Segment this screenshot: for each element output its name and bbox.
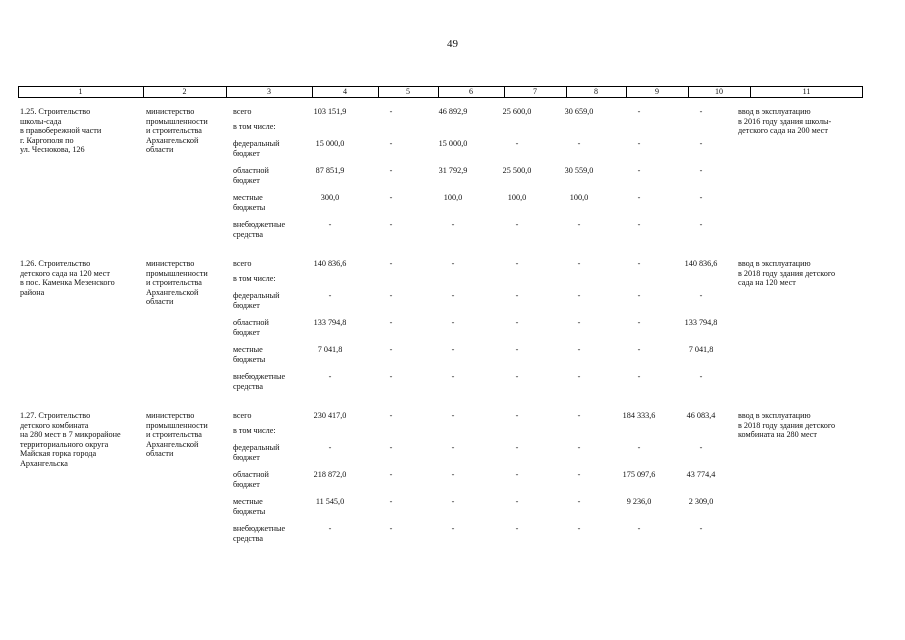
- note-line: ввод в эксплуатацию: [738, 411, 811, 420]
- dash-cell: -: [328, 443, 332, 452]
- dash-cell: -: [451, 345, 455, 354]
- dash-cell: -: [515, 524, 519, 533]
- dash-cell: -: [515, 220, 519, 229]
- project-title-line: в пос. Каменка Мезенского: [20, 278, 115, 288]
- agency-line: промышленности: [146, 268, 208, 278]
- note-line: ввод в эксплуатацию: [738, 107, 811, 116]
- row-label: всего: [233, 411, 252, 420]
- value-cell: 46 892,9: [438, 107, 468, 116]
- agency-line: и строительства: [146, 430, 202, 440]
- dash-cell: -: [389, 411, 393, 420]
- project-title-line: детского сада на 120 мест: [20, 268, 110, 278]
- note-line: в 2018 году здания детского: [738, 268, 836, 278]
- value-cell: 7 041,8: [317, 345, 343, 354]
- dash-cell: -: [637, 524, 641, 533]
- note-line: сада на 120 мест: [738, 278, 796, 288]
- row-label: бюджет: [233, 479, 260, 489]
- row-label: бюджет: [233, 327, 260, 337]
- header-col-2: 2: [182, 87, 187, 96]
- agency-line: Архангельской: [146, 135, 199, 145]
- note-line: ввод в эксплуатацию: [738, 259, 811, 268]
- agency-line: и строительства: [146, 278, 202, 288]
- dash-cell: -: [389, 318, 393, 327]
- note-line: в 2016 году здания школы-: [738, 116, 832, 126]
- dash-cell: -: [451, 411, 455, 420]
- dash-cell: -: [637, 318, 641, 327]
- dash-cell: -: [515, 372, 519, 381]
- header-col-5: 5: [406, 87, 410, 96]
- dash-cell: -: [577, 470, 581, 479]
- dash-cell: -: [451, 291, 455, 300]
- row-label: бюджет: [233, 148, 260, 158]
- value-cell: 25 600,0: [502, 107, 532, 116]
- value-cell: 100,0: [443, 193, 463, 202]
- dash-cell: -: [577, 524, 581, 533]
- dash-cell: -: [328, 524, 332, 533]
- header-divider: [143, 87, 144, 97]
- row-label: федеральный: [233, 443, 280, 452]
- dash-cell: -: [699, 372, 703, 381]
- dash-cell: -: [451, 259, 455, 268]
- dash-cell: -: [328, 291, 332, 300]
- header-divider: [378, 87, 379, 97]
- header-col-3: 3: [267, 87, 271, 96]
- value-cell: 140 836,6: [313, 259, 347, 268]
- dash-cell: -: [451, 470, 455, 479]
- page-number: 49: [447, 38, 458, 50]
- value-cell: 100,0: [507, 193, 527, 202]
- agency-line: области: [146, 449, 174, 459]
- value-cell: 2 309,0: [688, 497, 714, 506]
- project-title-line: г. Каргополя по: [20, 135, 74, 145]
- header-col-9: 9: [655, 87, 659, 96]
- dash-cell: -: [328, 372, 332, 381]
- header-divider: [626, 87, 627, 97]
- project-title-line: 1.27. Строительство: [20, 411, 91, 420]
- project-title-line: 1.25. Строительство: [20, 107, 91, 116]
- value-cell: 230 417,0: [313, 411, 347, 420]
- agency-line: Архангельской: [146, 439, 199, 449]
- value-cell: 7 041,8: [688, 345, 714, 354]
- row-label: средства: [233, 229, 264, 239]
- dash-cell: -: [389, 259, 393, 268]
- dash-cell: -: [515, 411, 519, 420]
- dash-cell: -: [637, 443, 641, 452]
- project-title-line: Майская горка города: [20, 449, 97, 459]
- dash-cell: -: [389, 470, 393, 479]
- project-title-line: ул. Чеснокова, 126: [20, 145, 85, 155]
- dash-cell: -: [637, 193, 641, 202]
- value-cell: 133 794,8: [313, 318, 347, 327]
- value-cell: 25 500,0: [502, 166, 532, 175]
- row-label: бюджеты: [233, 354, 266, 364]
- table-header: [18, 86, 863, 98]
- header-divider: [312, 87, 313, 97]
- dash-cell: -: [515, 345, 519, 354]
- note-line: детского сада на 200 мест: [738, 126, 828, 136]
- value-cell: 218 872,0: [313, 470, 347, 479]
- row-label: областной: [233, 166, 269, 175]
- project-title-line: школы-сада: [20, 116, 62, 126]
- row-label: бюджет: [233, 300, 260, 310]
- dash-cell: -: [577, 372, 581, 381]
- value-cell: 15 000,0: [438, 139, 468, 148]
- dash-cell: -: [699, 166, 703, 175]
- dash-cell: -: [451, 497, 455, 506]
- project-title-line: в правобережной части: [20, 126, 102, 136]
- dash-cell: -: [515, 139, 519, 148]
- dash-cell: -: [451, 318, 455, 327]
- dash-cell: -: [577, 318, 581, 327]
- dash-cell: -: [699, 107, 703, 116]
- dash-cell: -: [637, 345, 641, 354]
- header-divider: [566, 87, 567, 97]
- value-cell: 31 792,9: [438, 166, 468, 175]
- value-cell: 30 559,0: [564, 166, 594, 175]
- note-line: в 2018 году здания детского: [738, 420, 836, 430]
- note-line: комбината на 280 мест: [738, 430, 818, 440]
- dash-cell: -: [637, 291, 641, 300]
- agency-line: министерство: [146, 259, 195, 268]
- dash-cell: -: [577, 220, 581, 229]
- dash-cell: -: [577, 411, 581, 420]
- dash-cell: -: [699, 291, 703, 300]
- agency-line: министерство: [146, 107, 195, 116]
- project-title-line: Архангельска: [20, 459, 68, 468]
- row-label: всего: [233, 259, 252, 268]
- dash-cell: -: [699, 443, 703, 452]
- dash-cell: -: [328, 220, 332, 229]
- dash-cell: -: [699, 524, 703, 533]
- row-label: внебюджетные: [233, 372, 286, 381]
- header-divider: [438, 87, 439, 97]
- header-col-7: 7: [533, 87, 537, 96]
- row-label: средства: [233, 381, 264, 391]
- agency-line: области: [146, 297, 174, 307]
- row-label: всего: [233, 107, 252, 116]
- row-label: средства: [233, 533, 264, 543]
- dash-cell: -: [389, 497, 393, 506]
- header-divider: [688, 87, 689, 97]
- row-label: бюджеты: [233, 202, 266, 212]
- dash-cell: -: [389, 220, 393, 229]
- value-cell: 184 333,6: [622, 411, 656, 420]
- value-cell: 11 545,0: [315, 497, 345, 506]
- dash-cell: -: [637, 220, 641, 229]
- dash-cell: -: [515, 291, 519, 300]
- dash-cell: -: [577, 291, 581, 300]
- dash-cell: -: [699, 220, 703, 229]
- row-label: областной: [233, 470, 269, 479]
- agency-line: промышленности: [146, 116, 208, 126]
- subtotal-label: в том числе:: [233, 122, 276, 131]
- dash-cell: -: [515, 259, 519, 268]
- dash-cell: -: [389, 139, 393, 148]
- agency-line: области: [146, 145, 174, 155]
- project-title-line: 1.26. Строительство: [20, 259, 91, 268]
- row-label: местные: [233, 345, 263, 354]
- value-cell: 300,0: [320, 193, 340, 202]
- value-cell: 100,0: [569, 193, 589, 202]
- dash-cell: -: [577, 345, 581, 354]
- header-divider: [504, 87, 505, 97]
- row-label: федеральный: [233, 291, 280, 300]
- dash-cell: -: [451, 372, 455, 381]
- dash-cell: -: [699, 193, 703, 202]
- row-label: местные: [233, 497, 263, 506]
- row-label: бюджет: [233, 452, 260, 462]
- dash-cell: -: [451, 524, 455, 533]
- dash-cell: -: [637, 166, 641, 175]
- value-cell: 30 659,0: [564, 107, 594, 116]
- row-label: федеральный: [233, 139, 280, 148]
- row-label: областной: [233, 318, 269, 327]
- header-col-1: 1: [78, 87, 83, 96]
- dash-cell: -: [637, 372, 641, 381]
- project-title-line: детского комбината: [20, 420, 89, 430]
- header-divider: [226, 87, 227, 97]
- project-title-line: территориального округа: [20, 439, 109, 449]
- dash-cell: -: [515, 318, 519, 327]
- dash-cell: -: [577, 259, 581, 268]
- header-divider: [750, 87, 751, 97]
- value-cell: 140 836,6: [684, 259, 718, 268]
- dash-cell: -: [637, 259, 641, 268]
- row-label: местные: [233, 193, 263, 202]
- header-col-10: 10: [715, 87, 723, 96]
- value-cell: 9 236,0: [626, 497, 652, 506]
- row-label: бюджет: [233, 175, 260, 185]
- dash-cell: -: [577, 497, 581, 506]
- dash-cell: -: [515, 497, 519, 506]
- header-col-6: 6: [469, 87, 473, 96]
- dash-cell: -: [577, 443, 581, 452]
- row-label: внебюджетные: [233, 220, 286, 229]
- agency-line: промышленности: [146, 420, 208, 430]
- subtotal-label: в том числе:: [233, 274, 276, 283]
- dash-cell: -: [451, 220, 455, 229]
- dash-cell: -: [515, 443, 519, 452]
- row-label: бюджеты: [233, 506, 266, 516]
- dash-cell: -: [389, 443, 393, 452]
- header-col-8: 8: [594, 87, 598, 96]
- dash-cell: -: [389, 524, 393, 533]
- dash-cell: -: [389, 107, 393, 116]
- header-col-4: 4: [343, 87, 347, 96]
- dash-cell: -: [515, 470, 519, 479]
- agency-line: министерство: [146, 411, 195, 420]
- value-cell: 43 774,4: [686, 470, 716, 479]
- agency-line: и строительства: [146, 126, 202, 136]
- value-cell: 15 000,0: [315, 139, 345, 148]
- header-col-11: 11: [802, 87, 811, 96]
- project-title-line: на 280 мест в 7 микрорайоне: [20, 430, 121, 440]
- dash-cell: -: [389, 166, 393, 175]
- header-divider: [18, 87, 19, 97]
- header-divider: [862, 87, 863, 97]
- dash-cell: -: [637, 139, 641, 148]
- dash-cell: -: [389, 372, 393, 381]
- value-cell: 103 151,9: [313, 107, 347, 116]
- dash-cell: -: [451, 443, 455, 452]
- project-title-line: района: [20, 287, 45, 297]
- agency-line: Архангельской: [146, 287, 199, 297]
- dash-cell: -: [389, 193, 393, 202]
- dash-cell: -: [577, 139, 581, 148]
- dash-cell: -: [389, 345, 393, 354]
- dash-cell: -: [389, 291, 393, 300]
- dash-cell: -: [637, 107, 641, 116]
- value-cell: 87 851,9: [315, 166, 345, 175]
- value-cell: 46 083,4: [686, 411, 716, 420]
- dash-cell: -: [699, 139, 703, 148]
- value-cell: 175 097,6: [622, 470, 656, 479]
- row-label: внебюджетные: [233, 524, 286, 533]
- subtotal-label: в том числе:: [233, 426, 276, 435]
- value-cell: 133 794,8: [684, 318, 718, 327]
